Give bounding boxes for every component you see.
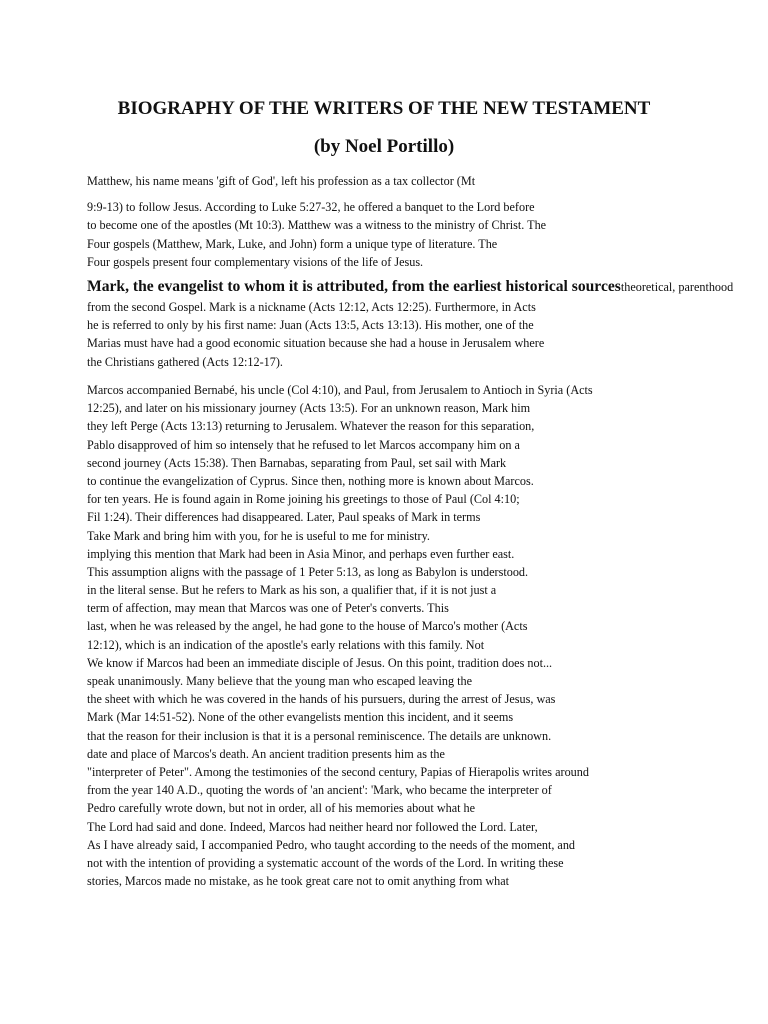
text-line: Marias must have had a good economic situation because she had a house in Jerusalem where — [87, 336, 545, 351]
text-line: last, when he was released by the angel, he had gone to the house of Marco's mother (Acts — [87, 619, 528, 634]
text-line: Mark (Mar 14:51-52). None of the other evangelists mention this incident, and it seems — [87, 710, 514, 725]
text-line: Pedro carefully wrote down, but not in order, all of his memories about what he — [87, 801, 476, 816]
text-line: implying this mention that Mark had been in Asia Minor, and perhaps even further east. — [87, 546, 515, 561]
heading-text: Mark, the evangelist to whom it is attributed, from the earliest historical sources — [87, 278, 621, 295]
text-line: Fil 1:24). Their differences had disappeared. Later, Paul speaks of Mark in terms — [87, 510, 481, 525]
text-line: he is referred to only by his first name: Juan (Acts 13:5, Acts 13:13). His mother, one of the — [87, 318, 534, 333]
text-line: to continue the evangelization of Cyprus. Since then, nothing more is known about Marcos. — [87, 473, 534, 488]
document-title: BIOGRAPHY OF THE WRITERS OF THE NEW TESTAMENT — [117, 98, 651, 119]
text-line: in the literal sense. But he refers to Mark as his son, a qualifier that, if it is not just a — [87, 583, 497, 598]
document-author: (by Noel Portillo) — [313, 136, 455, 157]
paragraph-matthew — [87, 172, 727, 271]
text-line: 12:12), which is an indication of the apostle's early relations with this family. Not — [87, 637, 485, 652]
text-line: Pablo disapproved of him so intensely that he refused to let Marcos accompany him on a — [87, 437, 520, 452]
text-line: 12:25), and later on his missionary journey (Acts 13:5). For an unknown reason, Mark him — [87, 401, 531, 416]
text-line: not with the intention of providing a systematic account of the words of the Lord. In writing these — [87, 855, 564, 870]
text-line: Take Mark and bring him with you, for he is useful to me for ministry. — [87, 528, 430, 543]
text-line: term of affection, may mean that Marcos was one of Peter's converts. This — [87, 601, 449, 616]
text-line: second journey (Acts 15:38). Then Barnabas, separating from Paul, set sail with Mark — [87, 455, 507, 470]
text-line: Four gospels (Matthew, Mark, Luke, and John) form a unique type of literature. The — [87, 236, 498, 251]
text-line: The Lord had said and done. Indeed, Marcos had neither heard nor followed the Lord. Later, — [87, 819, 538, 834]
text-line: the sheet with which he was covered in the hands of his pursuers, during the arrest of Jesus, was — [87, 692, 556, 707]
text-line: speak unanimously. Many believe that the young man who escaped leaving the — [87, 674, 473, 688]
text-line: Marcos accompanied Bernabé, his uncle (Col 4:10), and Paul, from Jerusalem to Antioch in Syria (Acts — [87, 383, 593, 397]
text-line: Four gospels present four complementary visions of the life of Jesus. — [87, 254, 424, 269]
text-line: for ten years. He is found again in Rome joining his greetings to those of Paul (Col 4:10; — [87, 492, 520, 507]
text-line: 9:9-13) to follow Jesus. According to Luke 5:27-32, he offered a banquet to the Lord before — [87, 200, 535, 215]
text-line: from the year 140 A.D., quoting the words of 'an ancient': 'Mark, who became the interpreter of — [87, 783, 552, 798]
paragraph-mark-journeys — [87, 381, 727, 890]
text-line: Matthew, his name means 'gift of God', left his profession as a tax collector (Mt — [87, 174, 476, 188]
text-line: stories, Marcos made no mistake, as he took great care not to omit anything from what — [87, 874, 510, 889]
text-line: As I have already said, I accompanied Pedro, who taught according to the needs of the moment, and — [87, 837, 576, 852]
text-line: to become one of the apostles (Mt 10:3). Matthew was a witness to the ministry of Christ. The — [87, 218, 547, 233]
text-line: "interpreter of Peter". Among the testimonies of the second century, Papias of Hierapolis writes around — [87, 764, 589, 779]
text-line: date and place of Marcos's death. An ancient tradition presents him as the — [87, 746, 445, 761]
text-line: they left Perge (Acts 13:13) returning to Jerusalem. Whatever the reason for this separation, — [87, 419, 535, 434]
text-line: the Christians gathered (Acts 12:12-17). — [87, 354, 283, 369]
text-line: from the second Gospel. Mark is a nickname (Acts 12:12, Acts 12:25). Furthermore, in Acts — [87, 300, 536, 314]
section-heading — [87, 276, 734, 298]
text-line: This assumption aligns with the passage of 1 Peter 5:13, as long as Babylon is understood. — [87, 564, 529, 579]
text-line: We know if Marcos had been an immediate disciple of Jesus. On this point, tradition does not... — [87, 655, 553, 670]
text-line: that the reason for their inclusion is that it is a personal reminiscence. The details are unknown. — [87, 728, 552, 743]
paragraph-mark-intro — [87, 276, 734, 371]
heading-tail-text: theoretical, parenthood — [620, 280, 734, 294]
